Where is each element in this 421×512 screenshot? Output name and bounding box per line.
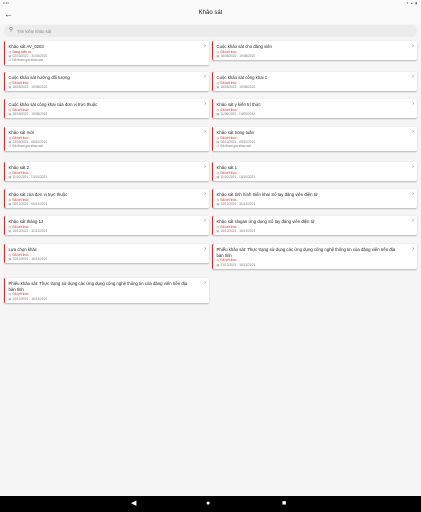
- survey-status: Đã kết thúc: [12, 252, 29, 257]
- chevron-right-icon: ›: [204, 218, 206, 224]
- survey-status: Đã kết thúc: [220, 107, 237, 112]
- survey-dates-row: [217, 263, 414, 267]
- survey-dates-row: [217, 85, 414, 89]
- calendar-icon: ▤: [216, 202, 220, 206]
- survey-dates: 18/05/2022 - 19/05/2022: [12, 85, 48, 89]
- survey-title: Cuộc khảo sát công khai của đơn vị trực thuộc: [8, 102, 98, 107]
- calendar-icon: ▤: [8, 85, 12, 89]
- survey-dates-row: [9, 297, 206, 301]
- status-target-icon: ◎: [216, 224, 220, 229]
- calendar-icon: ▤: [8, 257, 12, 261]
- survey-dates: 20/12/2021 - 16/12/2021: [12, 257, 48, 261]
- chevron-right-icon: ›: [204, 246, 206, 252]
- calendar-icon: ▤: [8, 229, 12, 233]
- survey-card[interactable]: [212, 244, 417, 269]
- survey-status: Đã kết thúc: [220, 135, 237, 140]
- survey-card[interactable]: [4, 99, 209, 118]
- status-target-icon: ◎: [216, 170, 220, 175]
- calendar-icon: ▤: [216, 229, 220, 233]
- survey-status: Đã kết thúc: [12, 224, 29, 229]
- page-title: Khảo sát: [198, 10, 223, 16]
- survey-dates: 21/12/2021 - 16/12/2021: [220, 262, 256, 267]
- chevron-right-icon: ›: [204, 280, 206, 286]
- survey-title: Phiếu khảo sát: Thực trạng sử dụng các ứng dụng công nghệ thông tin của đảng viên trên địa bàn tỉnh: [216, 247, 396, 258]
- survey-title: Cuộc khảo sát công khai 1: [216, 75, 268, 80]
- survey-dates: 11/10/2021 - 15/10/2021: [220, 175, 256, 179]
- survey-card[interactable]: [212, 189, 417, 208]
- survey-dates-row: [217, 229, 414, 233]
- survey-participated-row: [9, 144, 206, 148]
- survey-title: Cuộc khảo sát hướng đối tượng: [8, 75, 70, 80]
- survey-title: Cuộc khảo sát cho đảng viên: [216, 44, 272, 49]
- calendar-icon: ▤: [8, 175, 12, 179]
- search-bar[interactable]: [4, 25, 417, 37]
- chevron-right-icon: ›: [412, 101, 414, 107]
- survey-participated: Đã tham gia khảo sát: [12, 144, 43, 149]
- survey-participated: Đã tham gia khảo sát: [12, 58, 43, 63]
- survey-dates: 11/10/2021 - 13/10/2021: [12, 175, 48, 179]
- chevron-right-icon: ›: [412, 218, 414, 224]
- status-target-icon: ◎: [8, 224, 12, 229]
- survey-title: Khảo sát trong tuần: [216, 130, 255, 135]
- status-target-icon: ◎: [8, 49, 12, 54]
- chevron-right-icon: ›: [204, 191, 206, 197]
- status-target-icon: ◎: [216, 49, 220, 54]
- status-target-icon: ◎: [216, 258, 220, 263]
- survey-status: Đã kết thúc: [12, 80, 29, 85]
- survey-status: Đã kết thúc: [12, 170, 29, 175]
- system-nav-bar: [0, 496, 421, 512]
- survey-status: Đã kết thúc: [220, 170, 237, 175]
- survey-card[interactable]: [212, 162, 417, 181]
- survey-status: Đang diễn ra: [12, 49, 31, 54]
- calendar-icon: ▤: [216, 262, 220, 267]
- survey-title: Phiếu khảo sát: Thực trạng sử dụng các ứng dụng công nghệ thông tin của đảng viên trên địa bàn tỉnh: [8, 281, 188, 292]
- survey-title: Khảo sát mới: [8, 130, 35, 135]
- chevron-right-icon: ›: [412, 129, 414, 135]
- survey-dates: 05/12/2021 - 05/12/2021: [12, 202, 48, 206]
- survey-dates: 06/10/2021 - 09/10/2021: [220, 140, 256, 144]
- survey-dates-row: [9, 112, 206, 116]
- checklist-icon: ☑: [216, 144, 220, 149]
- survey-card[interactable]: [4, 189, 209, 208]
- survey-status: Đã kết thúc: [220, 80, 237, 85]
- survey-title: Khảo sát 2: [8, 165, 30, 170]
- survey-participated: Đã tham gia khảo sát: [220, 144, 251, 149]
- survey-card[interactable]: [212, 216, 417, 235]
- survey-card[interactable]: [4, 162, 209, 181]
- survey-status: Đã kết thúc: [220, 197, 237, 202]
- survey-dates-row: [9, 85, 206, 89]
- survey-dates: 11/05/2022 - 10/05/2022: [220, 112, 256, 116]
- survey-dates-row: [217, 112, 414, 116]
- checklist-icon: ☑: [8, 58, 12, 63]
- status-target-icon: ◎: [8, 135, 12, 140]
- survey-participated-row: [9, 58, 206, 62]
- status-icons: ▾ ▴ ▮: [406, 1, 418, 5]
- nav-recents-icon[interactable]: ■: [282, 500, 287, 507]
- status-target-icon: ◎: [216, 80, 220, 85]
- survey-title: Khảo sát y kiến trí thức: [216, 102, 261, 107]
- chevron-right-icon: ›: [204, 43, 206, 49]
- survey-card[interactable]: [4, 216, 209, 235]
- calendar-icon: ▤: [8, 296, 12, 301]
- status-target-icon: ◎: [8, 80, 12, 85]
- chevron-right-icon: ›: [204, 101, 206, 107]
- survey-dates: 16/12/2021 - 31/12/2021: [220, 202, 256, 206]
- survey-card[interactable]: [212, 72, 417, 91]
- status-target-icon: ◎: [8, 197, 12, 202]
- survey-dates: 16/12/2021 - 31/12/2021: [12, 229, 48, 233]
- calendar-icon: ▤: [216, 85, 220, 89]
- survey-card[interactable]: [4, 278, 209, 303]
- chevron-right-icon: ›: [204, 74, 206, 80]
- status-target-icon: ◎: [216, 197, 220, 202]
- status-time: 2:14: [3, 1, 9, 5]
- survey-participated-row: [217, 144, 414, 148]
- survey-card[interactable]: [212, 99, 417, 118]
- survey-status: Đã kết thúc: [12, 135, 29, 140]
- survey-status: Đã kết thúc: [220, 224, 237, 229]
- nav-home-icon[interactable]: ●: [206, 500, 211, 507]
- survey-dates: 20/12/2021 - 16/12/2021: [12, 296, 48, 301]
- chevron-right-icon: ›: [204, 164, 206, 170]
- app-bar: [0, 6, 421, 24]
- survey-title: Khảo sát của đơn vị trực thuộc: [8, 192, 68, 197]
- survey-dates: 23/09/2021 - 08/10/2021: [12, 140, 48, 144]
- survey-status: Đã kết thúc: [12, 197, 29, 202]
- survey-dates-row: [9, 257, 206, 261]
- chevron-right-icon: ›: [412, 164, 414, 170]
- survey-title: Khảo sát slogan ứng dụng Sổ tay đảng viên điện tử: [216, 219, 315, 224]
- chevron-right-icon: ›: [412, 191, 414, 197]
- survey-dates-row: [9, 229, 206, 233]
- survey-dates: 18/05/2022 - 19/05/2022: [220, 54, 256, 58]
- survey-status: Đã kết thúc: [220, 49, 237, 54]
- survey-status: Đã kết thúc: [12, 292, 29, 297]
- calendar-icon: ▤: [8, 54, 12, 58]
- survey-card[interactable]: [4, 127, 209, 151]
- calendar-icon: ▤: [216, 54, 220, 58]
- status-target-icon: ◎: [8, 170, 12, 175]
- survey-dates-row: [217, 202, 414, 206]
- survey-card[interactable]: [4, 72, 209, 91]
- survey-card[interactable]: [212, 41, 417, 60]
- survey-title: Khảo sát tháng 12: [8, 219, 44, 224]
- status-target-icon: ◎: [216, 107, 220, 112]
- status-target-icon: ◎: [8, 252, 12, 257]
- survey-title: Lựa chọn khác: [8, 247, 37, 252]
- survey-dates-row: [9, 202, 206, 206]
- survey-dates: 18/05/2022 - 19/05/2022: [12, 112, 48, 116]
- survey-dates: 18/05/2022 - 19/05/2022: [220, 85, 256, 89]
- survey-dates-row: [217, 175, 414, 179]
- status-target-icon: ◎: [8, 107, 12, 112]
- survey-title: Khảo sát 1: [216, 165, 238, 170]
- survey-dates: 02/03/2022 - 31/03/2022: [12, 54, 48, 58]
- chevron-right-icon: ›: [412, 74, 414, 80]
- survey-status: Đã kết thúc: [12, 107, 29, 112]
- calendar-icon: ▤: [8, 112, 12, 116]
- chevron-right-icon: ›: [412, 246, 414, 252]
- survey-title: Khảo sát AV_0203: [8, 44, 44, 49]
- search-input[interactable]: [17, 26, 397, 36]
- status-target-icon: ◎: [216, 135, 220, 140]
- status-target-icon: ◎: [8, 292, 12, 297]
- back-arrow-icon[interactable]: ←: [4, 9, 13, 19]
- calendar-icon: ▤: [8, 140, 12, 144]
- survey-card[interactable]: [4, 244, 209, 263]
- survey-title: Khảo sát tính hình triển khai Sổ tay đảng viên điện tử: [216, 192, 318, 197]
- checklist-icon: ☑: [8, 144, 12, 149]
- calendar-icon: ▤: [216, 112, 220, 116]
- nav-back-icon[interactable]: ◀: [131, 500, 137, 507]
- search-icon: ⚲: [9, 27, 14, 33]
- survey-dates: 16/12/2021 - 16/12/2021: [220, 229, 256, 233]
- calendar-icon: ▤: [216, 175, 220, 179]
- survey-dates-row: [9, 175, 206, 179]
- calendar-icon: ▤: [8, 202, 12, 206]
- calendar-icon: ▤: [216, 140, 220, 144]
- chevron-right-icon: ›: [204, 129, 206, 135]
- survey-dates-row: [217, 54, 414, 58]
- chevron-right-icon: ›: [412, 43, 414, 49]
- survey-card[interactable]: [4, 41, 209, 65]
- survey-status: Đã kết thúc: [220, 258, 237, 263]
- survey-card[interactable]: [212, 127, 417, 151]
